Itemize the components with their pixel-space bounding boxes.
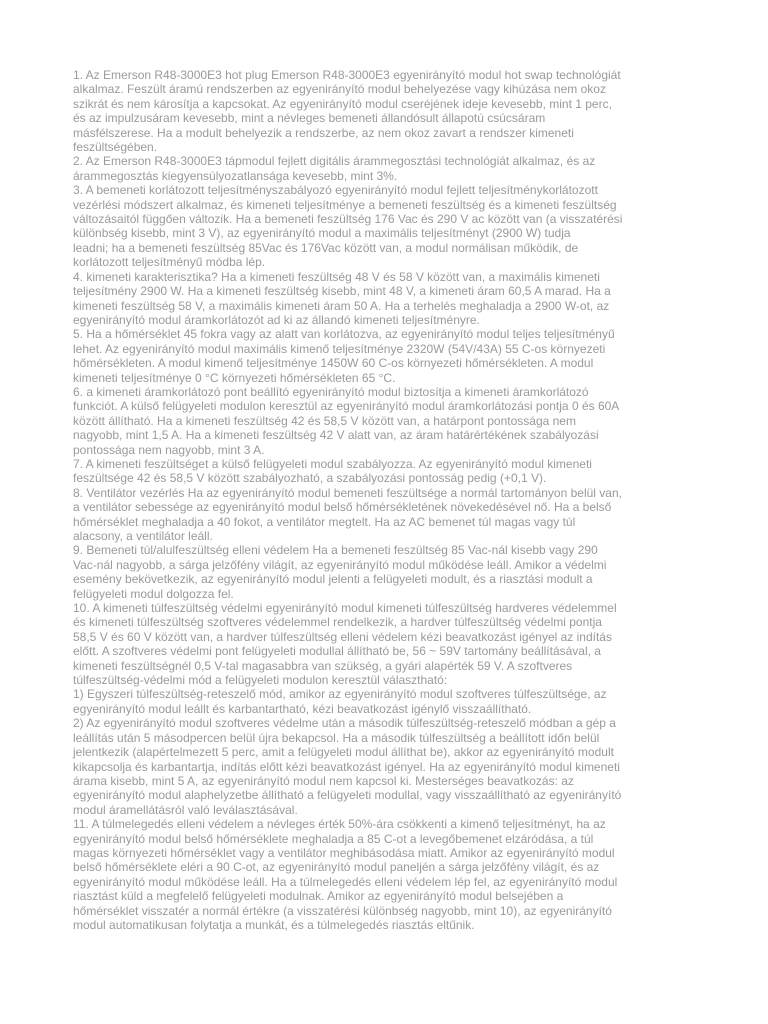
paragraph-3: 3. A bemeneti korlátozott teljesítményszabályozó egyenirányító modul fejlett teljesítménykorlátozott vezérlési módszert alkalmaz, és kimeneti teljesítménye a bemeneti feszültség és a kimeneti feszültség változásaitól függően változik. Ha a bemeneti feszültség 176 Vac és 290 V ac között van (a visszatérési különbség kisebb, mint 3 V), az egyenirányító modul a maximális teljesítményt (2900 W) tudja leadni; ha a bemeneti feszültség 85Vac és 176Vac között van, a modul normálisan működik, de korlátozott teljesítményű módba lép.	[73, 183, 623, 270]
paragraph-8: 8. Ventilátor vezérlés Ha az egyenirányító modul bemeneti feszültsége a normál tartományon belül van, a ventilátor sebessége az egyenirányító modul belső hőmérsékletének növekedésével nő. Ha a belső hőmérséklet meghaladja a 40 fokot, a ventilátor megtelt. Ha az AC bemenet túl magas vagy túl alacsony, a ventilátor leáll.	[73, 485, 622, 543]
paragraph-4: 4. kimeneti karakterisztika? Ha a kimeneti feszültség 48 V és 58 V között van, a maximális kimeneti teljesítmény 2900 W. Ha a kimeneti feszültség kisebb, mint 48 V, a kimeneti áram 60,5 A marad. Ha a kimeneti feszültség 58 V, a maximális kimeneti áram 50 A. Ha a terhelés meghaladja a 2900 W-ot, az egyenirányító modul áramkorlátozót ad ki az állandó kimeneti teljesítményre.	[73, 269, 611, 327]
paragraph-5: 5. Ha a hőmérséklet 45 fokra vagy az alatt van korlátozva, az egyenirányító modul teljes teljesítményű lehet. Az egyenirányító modul maximális kimenő teljesítménye 2320W (54V/43A) 55 C-os környezeti hőmérsékleten. A modul kimenő teljesítménye 1450W 60 C-os környezeti hőmérsékleten. A modul kimeneti teljesítménye 0 °C környezeti hőmérsékleten 65 °C.	[73, 327, 615, 385]
paragraph-10-2: 2) Az egyenirányító modul szoftveres védelme után a második túlfeszültség-reteszelő módban a gép a leállítás után 5 másodpercen belül újra bekapcsol. Ha a második túlfeszültség a beállított időn belül jelentkezik (alapértelmezett 5 perc, amit a felügyeleti modul állíthat be), akkor az egyenirányító modult kikapcsolja és karbantartja, indítás előtt kézi beavatkozást igényel. Ha az egyenirányító modul kimeneti árama kisebb, mint 5 A, az egyenirányító modul nem kapcsol ki. Mesterséges beavatkozás: az egyenirányító modul alaphelyzetbe állítható a felügyeleti modullal, vagy visszaállítható az egyenirányító modul áramellátásról való leválasztásával.	[73, 716, 622, 817]
paragraph-10: 10. A kimeneti túlfeszültség védelmi egyenirányító modul kimeneti túlfeszültség hardveres védelemmel és kimeneti túlfeszültség szoftveres védelemmel rendelkezik, a hardver túlfeszültség védelmi pontja 58,5 V és 60 V között van, a hardver túlfeszültség elleni védelem kézi beavatkozást igényel az indítás előtt. A szoftveres védelmi pont felügyeleti modullal állítható be, 56 ~ 59V tartomány beállításával, a kimeneti feszültségnél 0,5 V-tal magasabbra van szükség, a gyári alapérték 59 V. A szoftveres túlfeszültség-védelmi mód a felügyeleti modulon keresztül választható:	[73, 601, 617, 688]
paragraph-10-1: 1) Egyszeri túlfeszültség-reteszelő mód, amikor az egyenirányító modul szoftveres túlfeszültsége, az egyenirányító modul leállt és karbantartható, kézi beavatkozást igénylő visszaállítható.	[73, 687, 607, 716]
paragraph-2: 2. Az Emerson R48-3000E3 tápmodul fejlett digitális árammegosztási technológiát alkalmaz, és az árammegosztás kiegyensúlyozatlansága kevesebb, mint 3%.	[73, 154, 596, 183]
paragraph-11: 11. A túlmelegedés elleni védelem a névleges érték 50%-ára csökkenti a kimenő teljesítményt, ha az egyenirányító modul belső hőmérséklete meghaladja a 85 C-ot a levegőbemenet elzáródása, a túl magas környezeti hőmérséklet vagy a ventilátor meghibásodása miatt. Amikor az egyenirányító modul belső hőmérséklete eléri a 90 C-ot, az egyenirányító modul paneljén a sárga jelzőfény világít, és az egyenirányító modul működése leáll. Ha a túlmelegedés elleni védelem lép fel, az egyenirányító modul riasztást küld a megfelelő felügyeleti modulnak. Amikor az egyenirányító modul belsejében a hőmérséklet visszatér a normál értékre (a visszatérési különbség nagyobb, mint 10), az egyenirányító modul automatikusan folytatja a munkát, és a túlmelegedés riasztás eltűnik.	[73, 817, 618, 932]
paragraph-6: 6. a kimeneti áramkorlátozó pont beállító egyenirányító modul biztosítja a kimeneti áramkorlátozó funkciót. A külső felügyeleti modulon keresztül az egyenirányító modul áramkorlátozási pontja 0 és 60A között állítható. Ha a kimeneti feszültség 42 és 58,5 V között van, a határpont pontossága nem nagyobb, mint 1,5 A. Ha a kimeneti feszültség 42 V alatt van, az áram határértékének szabályozási pontossága nem nagyobb, mint 3 A.	[73, 384, 620, 457]
paragraph-7: 7. A kimeneti feszültséget a külső felügyeleti modul szabályozza. Az egyenirányító modul kimeneti feszültsége 42 és 58,5 V között szabályozható, a szabályozási pontosság pedig (+0,1 V).	[73, 456, 592, 486]
paragraph-1: 1. Az Emerson R48-3000E3 hot plug Emerson R48-3000E3 egyenirányító modul hot swap technológiát alkalmaz. Feszült áramú rendszerben az egyenirányító modul behelyezése vagy kihúzása nem okoz szikrát és nem károsítja a kapcsokat. Az egyenirányító modul cseréjének ideje kevesebb, mint 1 perc, és az impulzusáram kevesebb, mint a névleges bemeneti állandósult állapotú csúcsáram másfélszerese. Ha a modult behelyezik a rendszerbe, az nem okoz zavart a rendszer kimeneti feszültségében.	[73, 68, 621, 155]
paragraph-9: 9. Bemeneti túl/alulfeszültség elleni védelem Ha a bemeneti feszültség 85 Vac-nál kisebb vagy 290 Vac-nál nagyobb, a sárga jelzőfény világít, az egyenirányító modul működése leáll. Amikor a védelmi esemény bekövetkezik, az egyenirányító modul jelenti a felügyeleti modult, és a riasztási modult a felügyeleti modul dolgozza fel.	[73, 543, 607, 601]
document-body	[73, 68, 713, 932]
